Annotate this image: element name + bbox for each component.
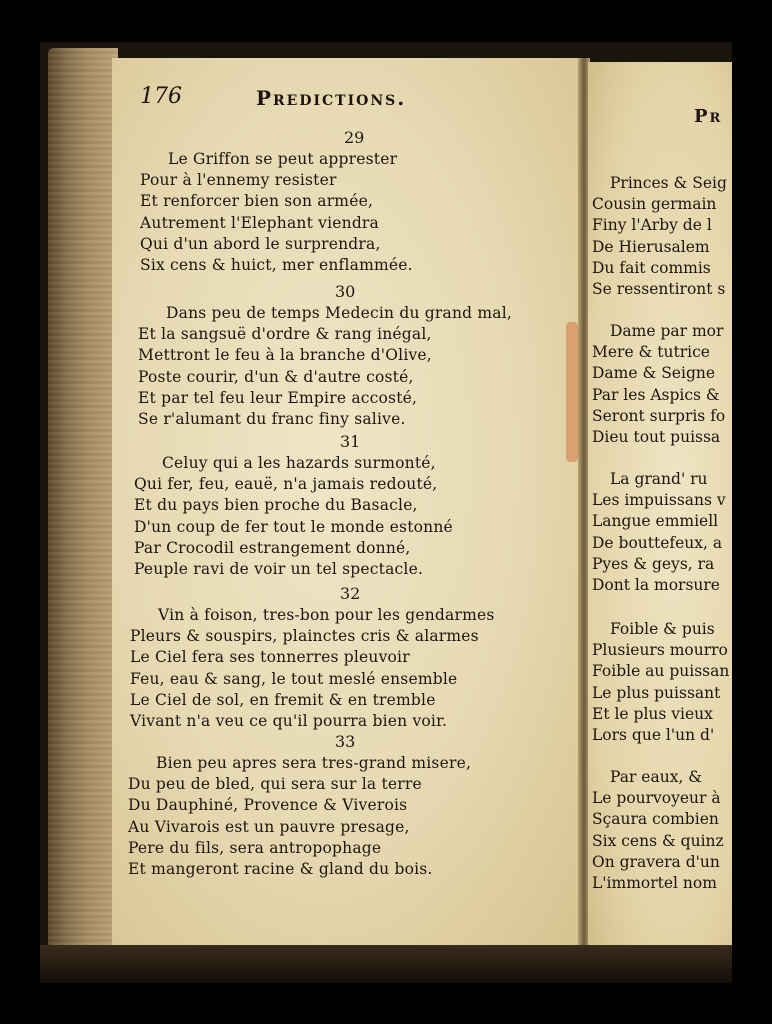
- right-verse-line: Lors que l'un d': [592, 726, 715, 744]
- verse-line: Au Vivarois est un pauvre presage,: [128, 817, 410, 836]
- right-verse-line: Dame par mor: [610, 322, 724, 340]
- right-verse-line: Langue emmiell: [592, 512, 719, 531]
- stanza-number: 31: [340, 432, 361, 451]
- verse-line: Feu, eau & sang, le tout meslé ensemble: [130, 669, 458, 688]
- right-verse-line: Mere & tutrice: [592, 343, 710, 362]
- verse-line: Le Ciel fera ses tonnerres pleuvoir: [130, 648, 410, 667]
- verse-line: Et mangeront racine & gland du bois.: [128, 860, 433, 878]
- verse-line: Autrement l'Elephant viendra: [140, 213, 379, 232]
- verse-line: Poste courir, d'un & d'autre costé,: [138, 367, 414, 386]
- right-verse-line: De Hierusalem: [592, 237, 710, 256]
- bookmark-stain: [566, 322, 578, 462]
- right-verse-line: La grand' ru: [610, 470, 708, 488]
- stanza-number: 33: [335, 732, 356, 751]
- verse-line: Du peu de bled, qui sera sur la terre: [128, 775, 422, 794]
- page-number: 176: [140, 84, 182, 109]
- verse-line: Qui fer, feu, eauë, n'a jamais redouté,: [134, 475, 438, 494]
- stanza-number: 29: [344, 128, 365, 147]
- right-verse-line: Pyes & geys, ra: [592, 554, 715, 573]
- book-bottom-edge: [40, 945, 732, 983]
- stanza-number: 30: [335, 282, 356, 301]
- running-head: Predictions.: [256, 86, 407, 110]
- verse-line: Par Crocodil estrangement donné,: [134, 538, 411, 557]
- verse-line: Pere du fils, sera antropophage: [128, 838, 382, 857]
- right-verse-line: Par eaux, &: [610, 768, 703, 786]
- verse-line: Celuy qui a les hazards surmonté,: [162, 454, 436, 472]
- right-verse-line: Six cens & quinz: [592, 831, 724, 850]
- verse-line: Le Griffon se peut apprester: [168, 150, 398, 168]
- verse-line: Mettront le feu à la branche d'Olive,: [138, 346, 432, 365]
- verse-line: Le Ciel de sol, en fremit & en tremble: [130, 690, 436, 709]
- right-verse-line: Dieu tout puissa: [592, 428, 721, 446]
- right-verse-line: De bouttefeux, a: [592, 533, 723, 552]
- right-verse-line: Dont la morsure: [592, 576, 720, 594]
- right-running-head: Pr: [694, 106, 723, 127]
- verse-line: Pleurs & souspirs, plainctes cris & alarmes: [130, 627, 479, 646]
- stanza-number: 32: [340, 584, 361, 603]
- verse-line: Et renforcer bien son armée,: [140, 192, 374, 211]
- verse-line: Bien peu apres sera tres-grand misere,: [156, 754, 472, 772]
- right-verse-line: Sçaura combien: [592, 810, 719, 829]
- verse-line: Dans peu de temps Medecin du grand mal,: [166, 304, 513, 322]
- right-verse-line: L'immortel nom: [592, 874, 717, 892]
- right-verse-line: Dame & Seigne: [592, 364, 716, 383]
- verse-line: Peuple ravi de voir un tel spectacle.: [134, 560, 424, 578]
- right-verse-line: Seront surpris fo: [592, 406, 726, 425]
- verse-line: Et la sangsuë d'ordre & rang inégal,: [138, 325, 432, 344]
- page-edges: [48, 48, 118, 948]
- verse-line: Et par tel feu leur Empire accosté,: [138, 388, 418, 407]
- right-verse-line: Cousin germain: [592, 195, 717, 214]
- verse-line: Vin à foison, tres-bon pour les gendarmes: [158, 606, 495, 624]
- verse-line: Se r'alumant du franc finy salive.: [138, 410, 406, 428]
- right-page: [588, 62, 732, 948]
- verse-line: Six cens & huict, mer enflammée.: [140, 256, 413, 274]
- verse-line: D'un coup de fer tout le monde estonné: [134, 517, 453, 536]
- right-verse-line: Se ressentiront s: [592, 280, 726, 298]
- right-verse-line: Foible & puis: [610, 620, 715, 638]
- right-verse-line: Finy l'Arby de l: [592, 216, 712, 235]
- verse-line: Du Dauphiné, Provence & Viverois: [128, 796, 408, 815]
- right-verse-line: On gravera d'un: [592, 852, 720, 871]
- right-verse-line: Princes & Seig: [610, 174, 727, 192]
- right-verse-line: Les impuissans v: [592, 491, 726, 510]
- verse-line: Vivant n'a veu ce qu'il pourra bien voir.: [130, 712, 448, 730]
- verse-line: Et du pays bien proche du Basacle,: [134, 496, 418, 515]
- right-verse-line: Le pourvoyeur à: [592, 789, 721, 808]
- right-verse-line: Foible au puissan: [592, 662, 730, 681]
- right-verse-line: Plusieurs mourro: [592, 641, 728, 660]
- right-verse-line: Le plus puissant: [592, 683, 721, 702]
- right-verse-line: Par les Aspics &: [592, 385, 720, 404]
- verse-line: Qui d'un abord le surprendra,: [140, 234, 381, 253]
- right-verse-line: Du fait commis: [592, 258, 711, 277]
- right-verse-line: Et le plus vieux: [592, 704, 713, 723]
- verse-line: Pour à l'ennemy resister: [140, 171, 337, 190]
